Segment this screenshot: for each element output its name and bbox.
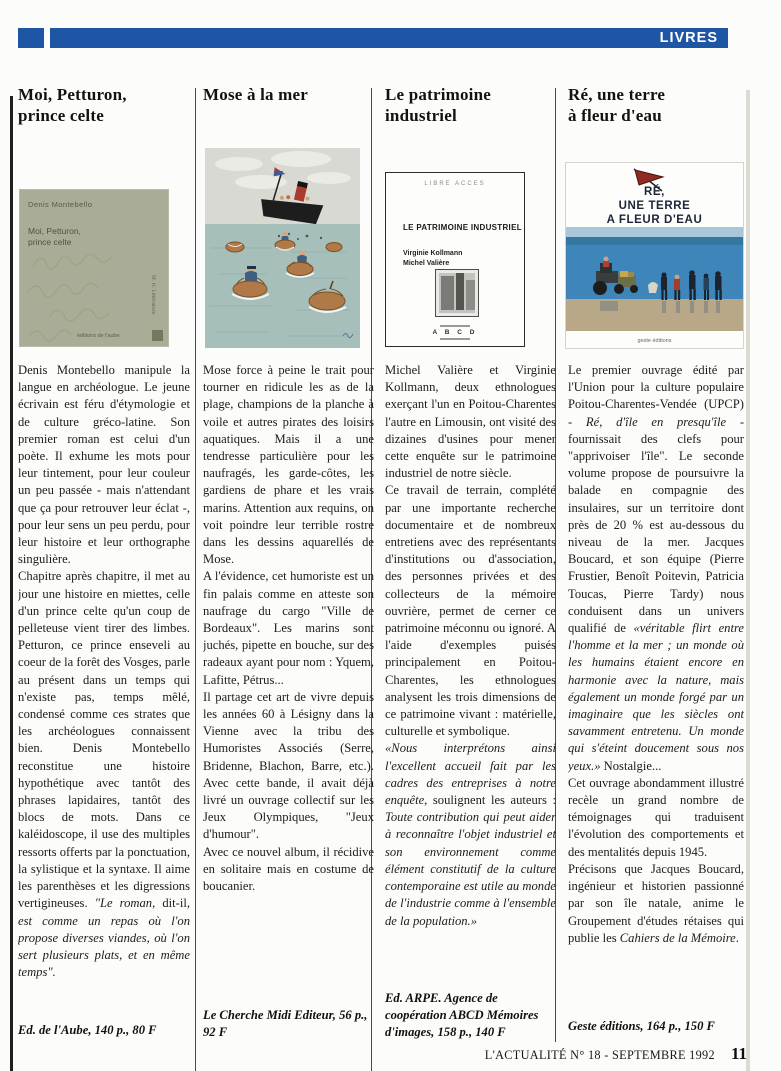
review-text xyxy=(385,362,556,985)
review-paragraph xyxy=(18,362,190,568)
text-segment: Ce travail de terrain, complété par une importante recherche documentaire et de nombreux entretiens avec des représentants d'institutions ou d'association, des personnes privées et des collecteurs de la mémoire ouvrière, permet de cerner ce patrimoine méconnu ou ignoré. A l'aide d'exemples puisés principalement en Poitou-Charentes, les ethnologues analysent les trois dimensions de ce patrimoine vivant : matérielle, culturelle et symbolique. xyxy=(385,483,556,739)
text-segment: - fournissait des clefs pour "apprivoiser l'île". Le seconde volume propose de poursuivre la balade en compagnie des insulaires, sur un territoire dont près de 20 % est au-dessous du niveau de la mer. Jacques Boucard, et son équipe (Pierre Frustier, Benoît Poitevin, Patricia Toucas, Pierre Tardy) nous conduisent dans un univers qualifié de xyxy=(568,414,744,636)
text-segment: est comme un repas où l'on propose diverses viandes, où l'on sert plusieurs plats, et en même temps". xyxy=(18,913,190,980)
text-segment: Précisons que Jacques Boucard, ingénieur et historien passionné par son île natale, anime le Groupement d'études rétaises qui publie les xyxy=(568,861,744,945)
header-accent-square xyxy=(18,28,44,48)
page-footer xyxy=(485,1044,747,1064)
column-divider xyxy=(195,88,196,1071)
cover-photo-sea xyxy=(566,227,743,331)
abcd-logo: A B C D xyxy=(386,323,524,342)
review-paragraph xyxy=(203,844,374,896)
cover-publisher: geste éditions xyxy=(637,338,672,344)
review-text xyxy=(568,362,744,1013)
cover-collection: LIBRE ACCES xyxy=(424,181,486,187)
review-paragraph xyxy=(18,568,190,981)
text-segment: «Nous interprétons ainsi l'excellent accueil fait par les cadres des entreprises à notre enquête xyxy=(385,741,556,808)
text-segment: Michel Valière et Virginie Kollmann, deux ethnologues exerçant l'un en Poitou-Charentes l'autre en Limousin, ont visité des dizaines d'usines pour mener cette enquête sur le patrimoine industriel de notre siècle. xyxy=(385,363,556,481)
cover-photo-industrial xyxy=(435,269,479,317)
article-title: Ré, une terre à fleur d'eau xyxy=(568,85,666,125)
cover-title: Moi, Petturon, prince celte xyxy=(28,226,81,247)
text-segment: "Le roman, xyxy=(94,896,163,911)
text-segment: Nostalgie... xyxy=(600,758,662,773)
article-column-mose xyxy=(203,84,374,1071)
text-segment: Denis Montebello manipule la langue en archéologue. Le jeune écrivain est féru d'étymologie et de culture gréco-latine. Son premier roman est celui d'un poète. Il exhume les mots pour leur tintement, pour leur couleur un peu passée - mais n'attendant que ça pour retrouver leur éclat -, pour leur sens un peu perdu, pour leur histoire et leur orthographe singulière. xyxy=(18,363,190,567)
cover-title: LE PATRIMOINE INDUSTRIEL xyxy=(403,223,522,232)
page-number: 11 xyxy=(730,1044,747,1063)
watercolor-illustration xyxy=(205,148,360,353)
review-paragraph xyxy=(203,689,374,844)
scan-edge-line xyxy=(10,96,13,1071)
text-segment: Cet ouvrage abondamment illustré recèle un grand nombre de témoignages qui traduisent l'évolution des comportements et des mentalités depuis 1945. xyxy=(568,775,744,859)
review-paragraph xyxy=(568,362,744,775)
review-text xyxy=(18,362,190,1017)
text-segment: «véritable flirt entre l'homme et la mer ; un monde où les humains étaient encore en harmonie avec la nature, mais également un monde forgé par un imaginaire que les siècles ont savamment entretenu. Un monde qui s'éteint doucement sous nos yeux.» xyxy=(568,621,744,773)
text-segment: , soulignent les auteurs : xyxy=(424,793,556,808)
book-reference: Geste éditions, 164 p., 150 F xyxy=(568,1019,715,1033)
article-title: Le patrimoine industriel xyxy=(385,85,492,125)
book-cover-petturon xyxy=(19,189,169,347)
section-header-bar xyxy=(50,28,728,48)
cover-spine-text: M. H. Littérature xyxy=(149,275,156,315)
review-paragraph xyxy=(203,362,374,568)
book-reference: Le Cherche Midi Editeur, 56 p., 92 F xyxy=(203,1008,368,1039)
book-cover-patrimoine xyxy=(385,172,525,347)
cover-author: Denis Montebello xyxy=(28,200,93,209)
article-title: Moi, Petturon, prince celte xyxy=(18,85,127,125)
review-paragraph xyxy=(385,362,556,482)
review-paragraph xyxy=(385,740,556,929)
review-paragraph xyxy=(568,861,744,947)
text-segment: Cahiers de la Mémoire xyxy=(619,930,736,945)
cover-authors: Virginie Kollmann Michel Valière xyxy=(403,250,463,267)
review-text xyxy=(203,362,374,1002)
cover-publisher: éditions de l'aube xyxy=(77,333,120,339)
text-segment: Ré, d'île en presqu'île xyxy=(585,414,727,429)
book-reference: Ed. de l'Aube, 140 p., 80 F xyxy=(18,1023,157,1037)
text-segment: Le premier ouvrage édité par l'Union pour la culture populaire Poitou-Charentes-Vendée (UPCP) - xyxy=(568,363,744,429)
book-reference: Ed. ARPE. Agence de coopération ABCD Mémoires d'images, 158 p., 140 F xyxy=(385,991,539,1039)
book-cover-re xyxy=(566,163,743,348)
text-segment: dit-il, xyxy=(162,896,190,911)
text-segment: Chapitre après chapitre, il met au jour une histoire en miettes, celle d'un prince celte qu'un coup de pelleteuse vient tirer des limbes. Petturon, ce prince enseveli au coeur de la forêt des Vosges, parle au présent dans un temps qui n'existe pas, temps mêlé, condensé comme ces strates que les archéologues connaissent bien. Denis Montebello reconstitue une histoire hypothétique avec tantôt des phrases lapidaires, tantôt des blocs de mots. Dans ce kaléidoscope, il use des multiples ressorts offerts par la ponctuation, la sylistique et la syntaxe. Il aime les parenthèses et les digressions vertigineuses. xyxy=(18,569,190,911)
scan-edge-shadow xyxy=(746,90,750,1071)
article-column-re xyxy=(568,84,744,1071)
text-segment: A l'évidence, cet humoriste est un fin palais comme en atteste son naufrage du cargo "Ville de Bordeaux". Les marins sont juchés, pipette en bouche, sur des radeaux ayant pour nom : Yquem, Lafitte, Pétrus... xyxy=(203,569,374,687)
cover-corner-mark xyxy=(152,330,163,341)
magazine-issue-label: L'ACTUALITÉ N° 18 - SEPTEMBRE 1992 xyxy=(484,1048,715,1062)
text-segment: Mose force à peine le trait pour tourner en ridicule les as de la plage, champions de la planche à voile et autres pirates des loisirs aquatiques. Mais il a une tendresse particulière pour les naufragés, les garde-côtes, les gardiens de phare et les vrais marins. Attention aux requins, on voit poindre leur terrible rostre dans les dessins aquarellés de Mose. xyxy=(203,363,374,567)
review-paragraph xyxy=(568,775,744,861)
article-column-patrimoine xyxy=(385,84,556,1071)
review-paragraph xyxy=(385,482,556,740)
article-title: Mose à la mer xyxy=(203,85,309,104)
article-column-petturon xyxy=(18,84,190,1071)
handwriting-texture xyxy=(19,189,169,347)
text-segment: . xyxy=(735,930,739,945)
text-segment: Toute contribution qui peut aider à reconnaître l'objet industriel et son environnement comme élément constitutif de la culture contemporaine est utile au monde de l'industrie comme à l'ensemble de la population.» xyxy=(385,810,556,928)
section-label: LIVRES xyxy=(659,30,718,46)
text-segment: Il partage cet art de vivre depuis les années 60 à Lésigny dans la Vienne avec la tribu des Humoristes Associés (Serre, Bridenne, Blachon, Barre, etc.). Avec cette bande, il avait déjà livré un ouvrage collectif sur les Jeux Olympiques, "Jeux d'humour". xyxy=(203,689,374,842)
review-paragraph xyxy=(203,568,374,688)
cover-title: RÉ, UNE TERRE A FLEUR D'EAU xyxy=(606,186,703,226)
text-segment: Avec ce nouvel album, il récidive en solitaire mais en costume de boucanier. xyxy=(203,844,374,894)
